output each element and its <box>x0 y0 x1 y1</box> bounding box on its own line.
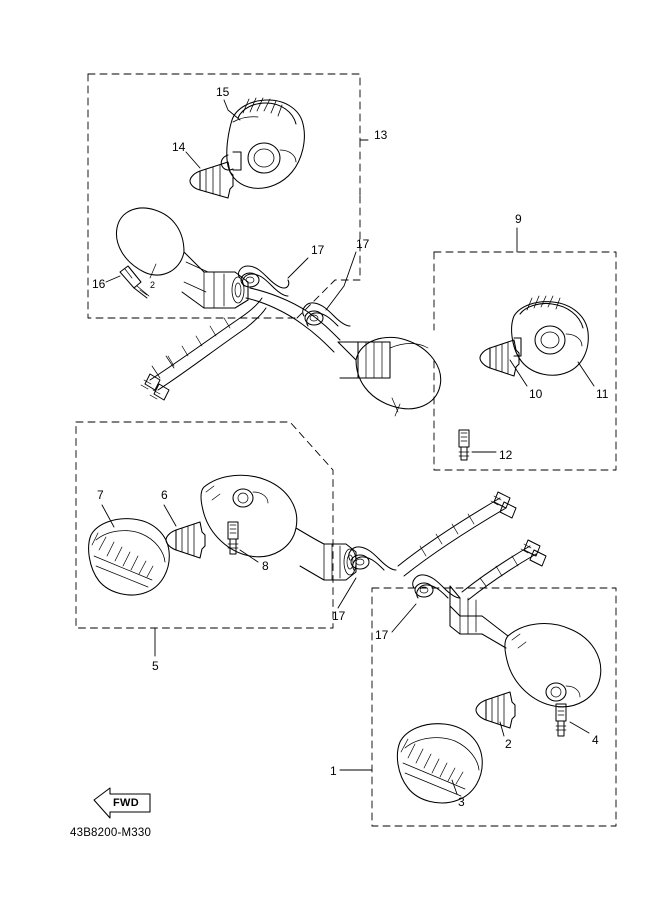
part-2-bulb <box>476 692 515 728</box>
part-8-screw <box>228 522 238 554</box>
callout-4: 4 <box>592 733 599 747</box>
part-code-label: 43B8200-M330 <box>70 827 152 839</box>
callout-10: 10 <box>529 387 543 401</box>
callout-3: 3 <box>458 795 465 809</box>
callout-8: 8 <box>262 559 269 573</box>
part-16-screw <box>120 266 149 298</box>
callout-14: 14 <box>172 140 186 154</box>
callout-2: 2 <box>505 737 512 751</box>
group-1-boundary <box>372 588 616 826</box>
callout-15: 15 <box>216 85 230 99</box>
callout-7: 7 <box>97 488 104 502</box>
callout-17-d: 17 <box>375 628 389 642</box>
callout-17-c: 17 <box>332 609 346 623</box>
part-1-lamp-body <box>450 586 601 707</box>
part-10-bulb <box>480 340 519 376</box>
part-14-bulb <box>190 162 233 198</box>
part-15-lens-housing <box>221 98 304 188</box>
fwd-label: FWD <box>113 797 139 809</box>
callout-9: 9 <box>515 212 522 226</box>
part-7-lens <box>89 519 170 595</box>
callout-12: 12 <box>499 448 513 462</box>
callout-6: 6 <box>161 488 168 502</box>
part-12-screw <box>459 430 469 460</box>
leader-lines <box>102 100 594 794</box>
part-17-clamp-upper-b <box>303 303 350 326</box>
callout-11: 11 <box>596 387 609 401</box>
part-16-lamp-body <box>116 208 248 308</box>
part-9-lamp-body <box>338 337 441 416</box>
callout-5: 5 <box>152 659 159 673</box>
callout-16: 16 <box>92 277 106 291</box>
group-5-boundary <box>76 422 333 628</box>
part-4-screw <box>556 704 566 736</box>
callout-13: 13 <box>374 128 388 142</box>
svg-text:2: 2 <box>150 280 156 290</box>
callout-17-b: 17 <box>356 237 370 251</box>
part-17-clamp-lower-b <box>413 575 460 598</box>
part-6-bulb <box>166 522 205 558</box>
callout-1: 1 <box>330 764 337 778</box>
part-3-lens <box>397 724 482 803</box>
callout-17-a: 17 <box>311 243 325 257</box>
part-11-lens <box>512 296 589 375</box>
